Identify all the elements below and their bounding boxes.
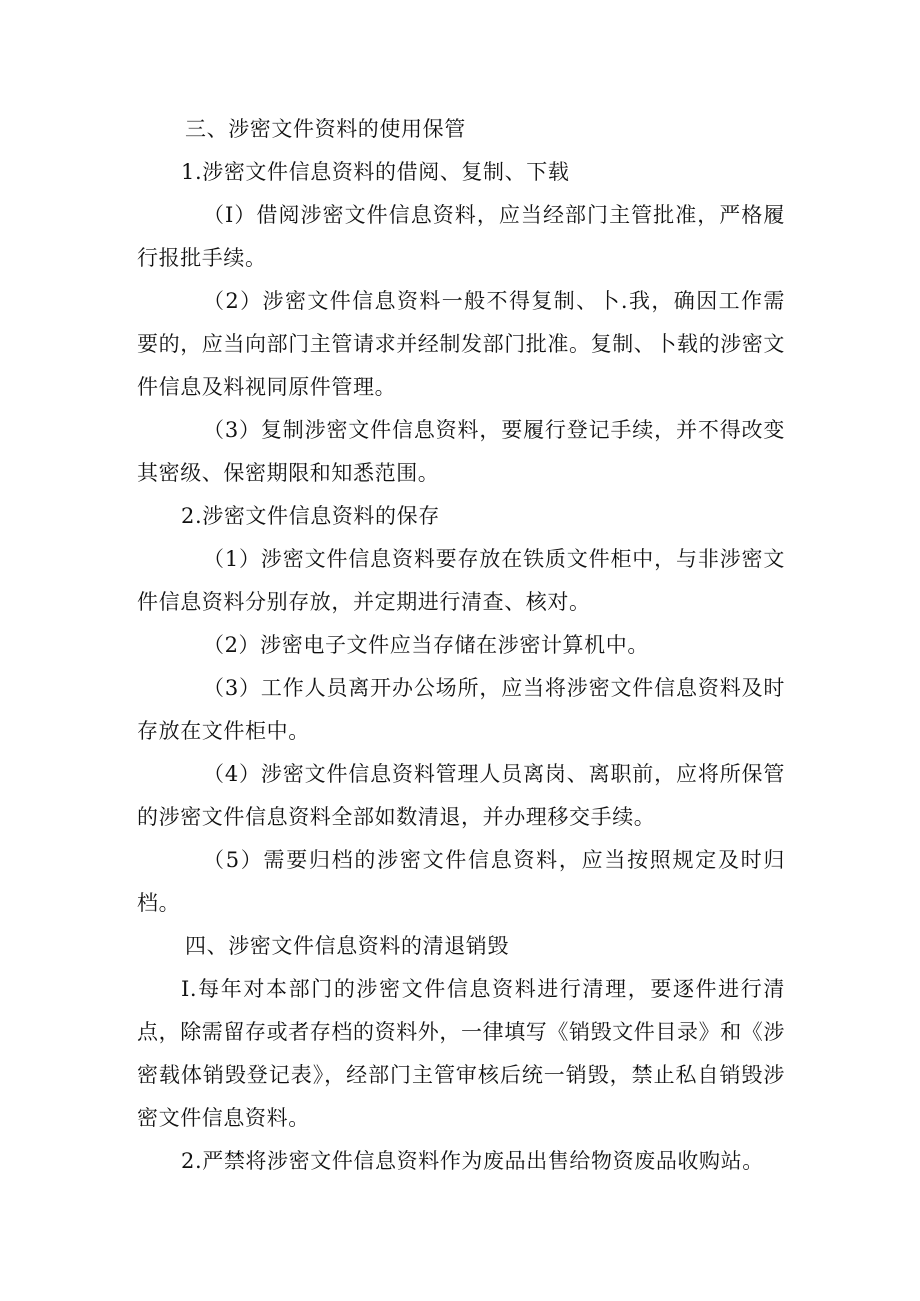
item-2-sub-4: （4）涉密文件信息资料管理人员离岗、离职前，应将所保管的涉密文件信息资料全部如数清退，并办理移交手续。 bbox=[137, 762, 785, 829]
item-1-sub-2: （2）涉密文件信息资料一般不得复制、卜.我，确因工作需要的，应当向部门主管请求并经制发部门批准。复制、卜载的涉密文件信息及料视同原件管理。 bbox=[137, 289, 785, 399]
section-4-item-2: 2.严禁将涉密文件信息资料作为废品出售给物资废品收购站。 bbox=[181, 1149, 764, 1173]
item-2-sub-5: （5）需要归档的涉密文件信息资料，应当按照规定及时归档。 bbox=[137, 848, 785, 915]
section-3-heading: 三、涉密文件资料的使用保管 bbox=[185, 117, 466, 141]
section-4-item-1: I.每年对本部门的涉密文件信息资料进行清理，要逐件进行清点，除需留存或者存档的资料外，一律填写《销毁文件目录》和《涉密载体销毁登记表》，经部门主管审核后统一销毁，禁止私自销毁涉密文件信息资料。 bbox=[137, 977, 785, 1130]
item-2-sub-3: （3）工作人员离开办公场所，应当将涉密文件信息资料及时存放在文件柜中。 bbox=[137, 676, 785, 743]
section-4-heading: 四、涉密文件信息资料的清退销毁 bbox=[185, 934, 509, 958]
item-2-sub-2: （2）涉密电子文件应当存储在涉密计算机中。 bbox=[203, 633, 649, 657]
item-1-heading: 1.涉密文件信息资料的借阅、复制、下载 bbox=[181, 160, 570, 184]
document-body bbox=[137, 108, 785, 1183]
item-1-sub-3: （3）复制涉密文件信息资料，要履行登记手续，并不得改变其密级、保密期限和知悉范围。 bbox=[137, 418, 785, 485]
item-2-heading: 2.涉密文件信息资料的保存 bbox=[181, 504, 440, 528]
item-1-sub-1: （I）借阅涉密文件信息资料，应当经部门主管批准，严格履行报批手续。 bbox=[137, 203, 785, 270]
item-2-sub-1: （1）涉密文件信息资料要存放在铁质文件柜中，与非涉密文件信息资料分别存放，并定期进行清查、核对。 bbox=[137, 547, 785, 614]
